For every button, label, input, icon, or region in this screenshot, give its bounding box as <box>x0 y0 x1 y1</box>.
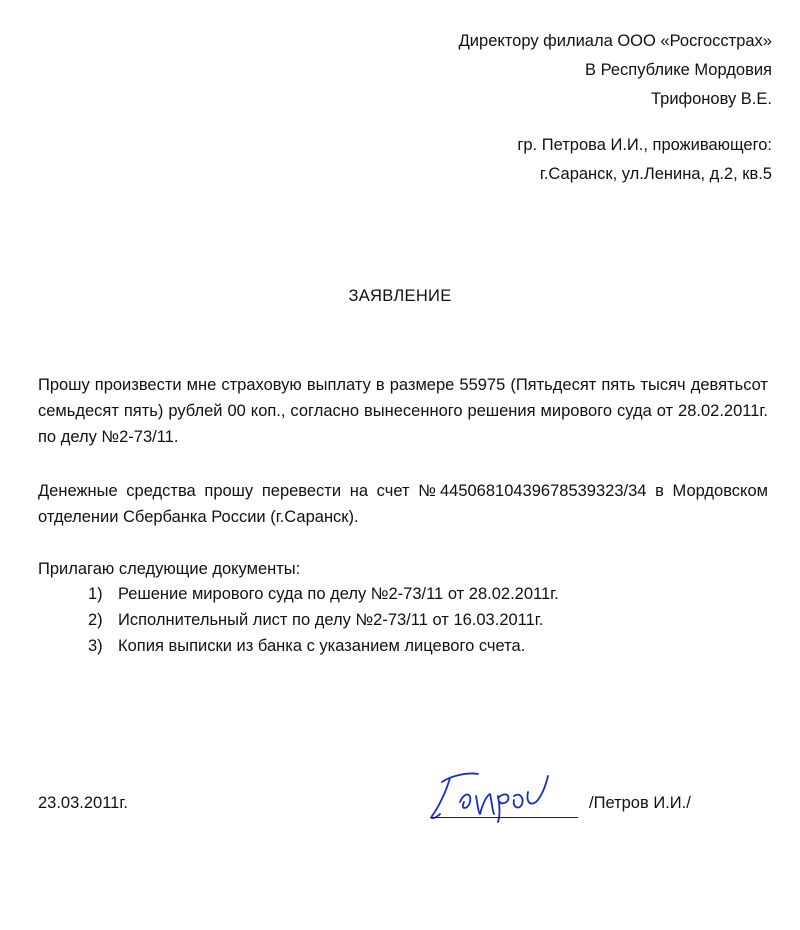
sender-line-2: г.Саранск, ул.Ленина, д.2, кв.5 <box>539 165 772 183</box>
sender-line-1: гр. Петрова И.И., проживающего: <box>517 136 772 154</box>
addressee-line-3: Трифонову В.Е. <box>650 90 772 108</box>
sender-block <box>517 131 772 189</box>
addressee-block <box>459 27 772 114</box>
body-paragraph-account: Денежные средства прошу перевести на счет №44506810439678539323/34 в Мордовском отделении Сбербанка России (г.Саранск). <box>38 482 768 526</box>
attachment-number: 2) <box>88 611 103 629</box>
addressee-line-1: Директору филиала ООО «Росгосстрах» <box>458 32 772 50</box>
document-date: 23.03.2011г. <box>38 794 128 812</box>
signer-name: /Петров И.И./ <box>589 794 691 812</box>
attachments-list <box>88 581 559 659</box>
body-paragraph-request: Прошу произвести мне страховую выплату в размере 55975 (Пятьдесят пять тысяч девятьсот семьдесят пять) рублей 00 коп., согласно вынесенного решения мирового суда от 28.02.2011г. по делу №2-73/11. <box>38 376 768 446</box>
attachment-text: Исполнительный лист по делу №2-73/11 от 16.03.2011г. <box>118 611 544 629</box>
attachment-text: Копия выписки из банка с указанием лицевого счета. <box>118 637 526 655</box>
addressee-line-2: В Республике Мордовия <box>584 61 772 79</box>
body-paragraph-attachments-intro: Прилагаю следующие документы: <box>38 560 301 578</box>
document-title: ЗАЯВЛЕНИЕ <box>348 287 452 305</box>
attachment-number: 3) <box>88 637 103 655</box>
attachment-item <box>88 581 559 607</box>
attachment-text: Решение мирового суда по делу №2-73/11 от 28.02.2011г. <box>118 585 559 603</box>
attachment-item <box>88 607 559 633</box>
attachment-number: 1) <box>88 585 103 603</box>
attachment-item <box>88 633 559 659</box>
signature-line <box>430 817 578 818</box>
handwritten-signature <box>420 762 580 832</box>
